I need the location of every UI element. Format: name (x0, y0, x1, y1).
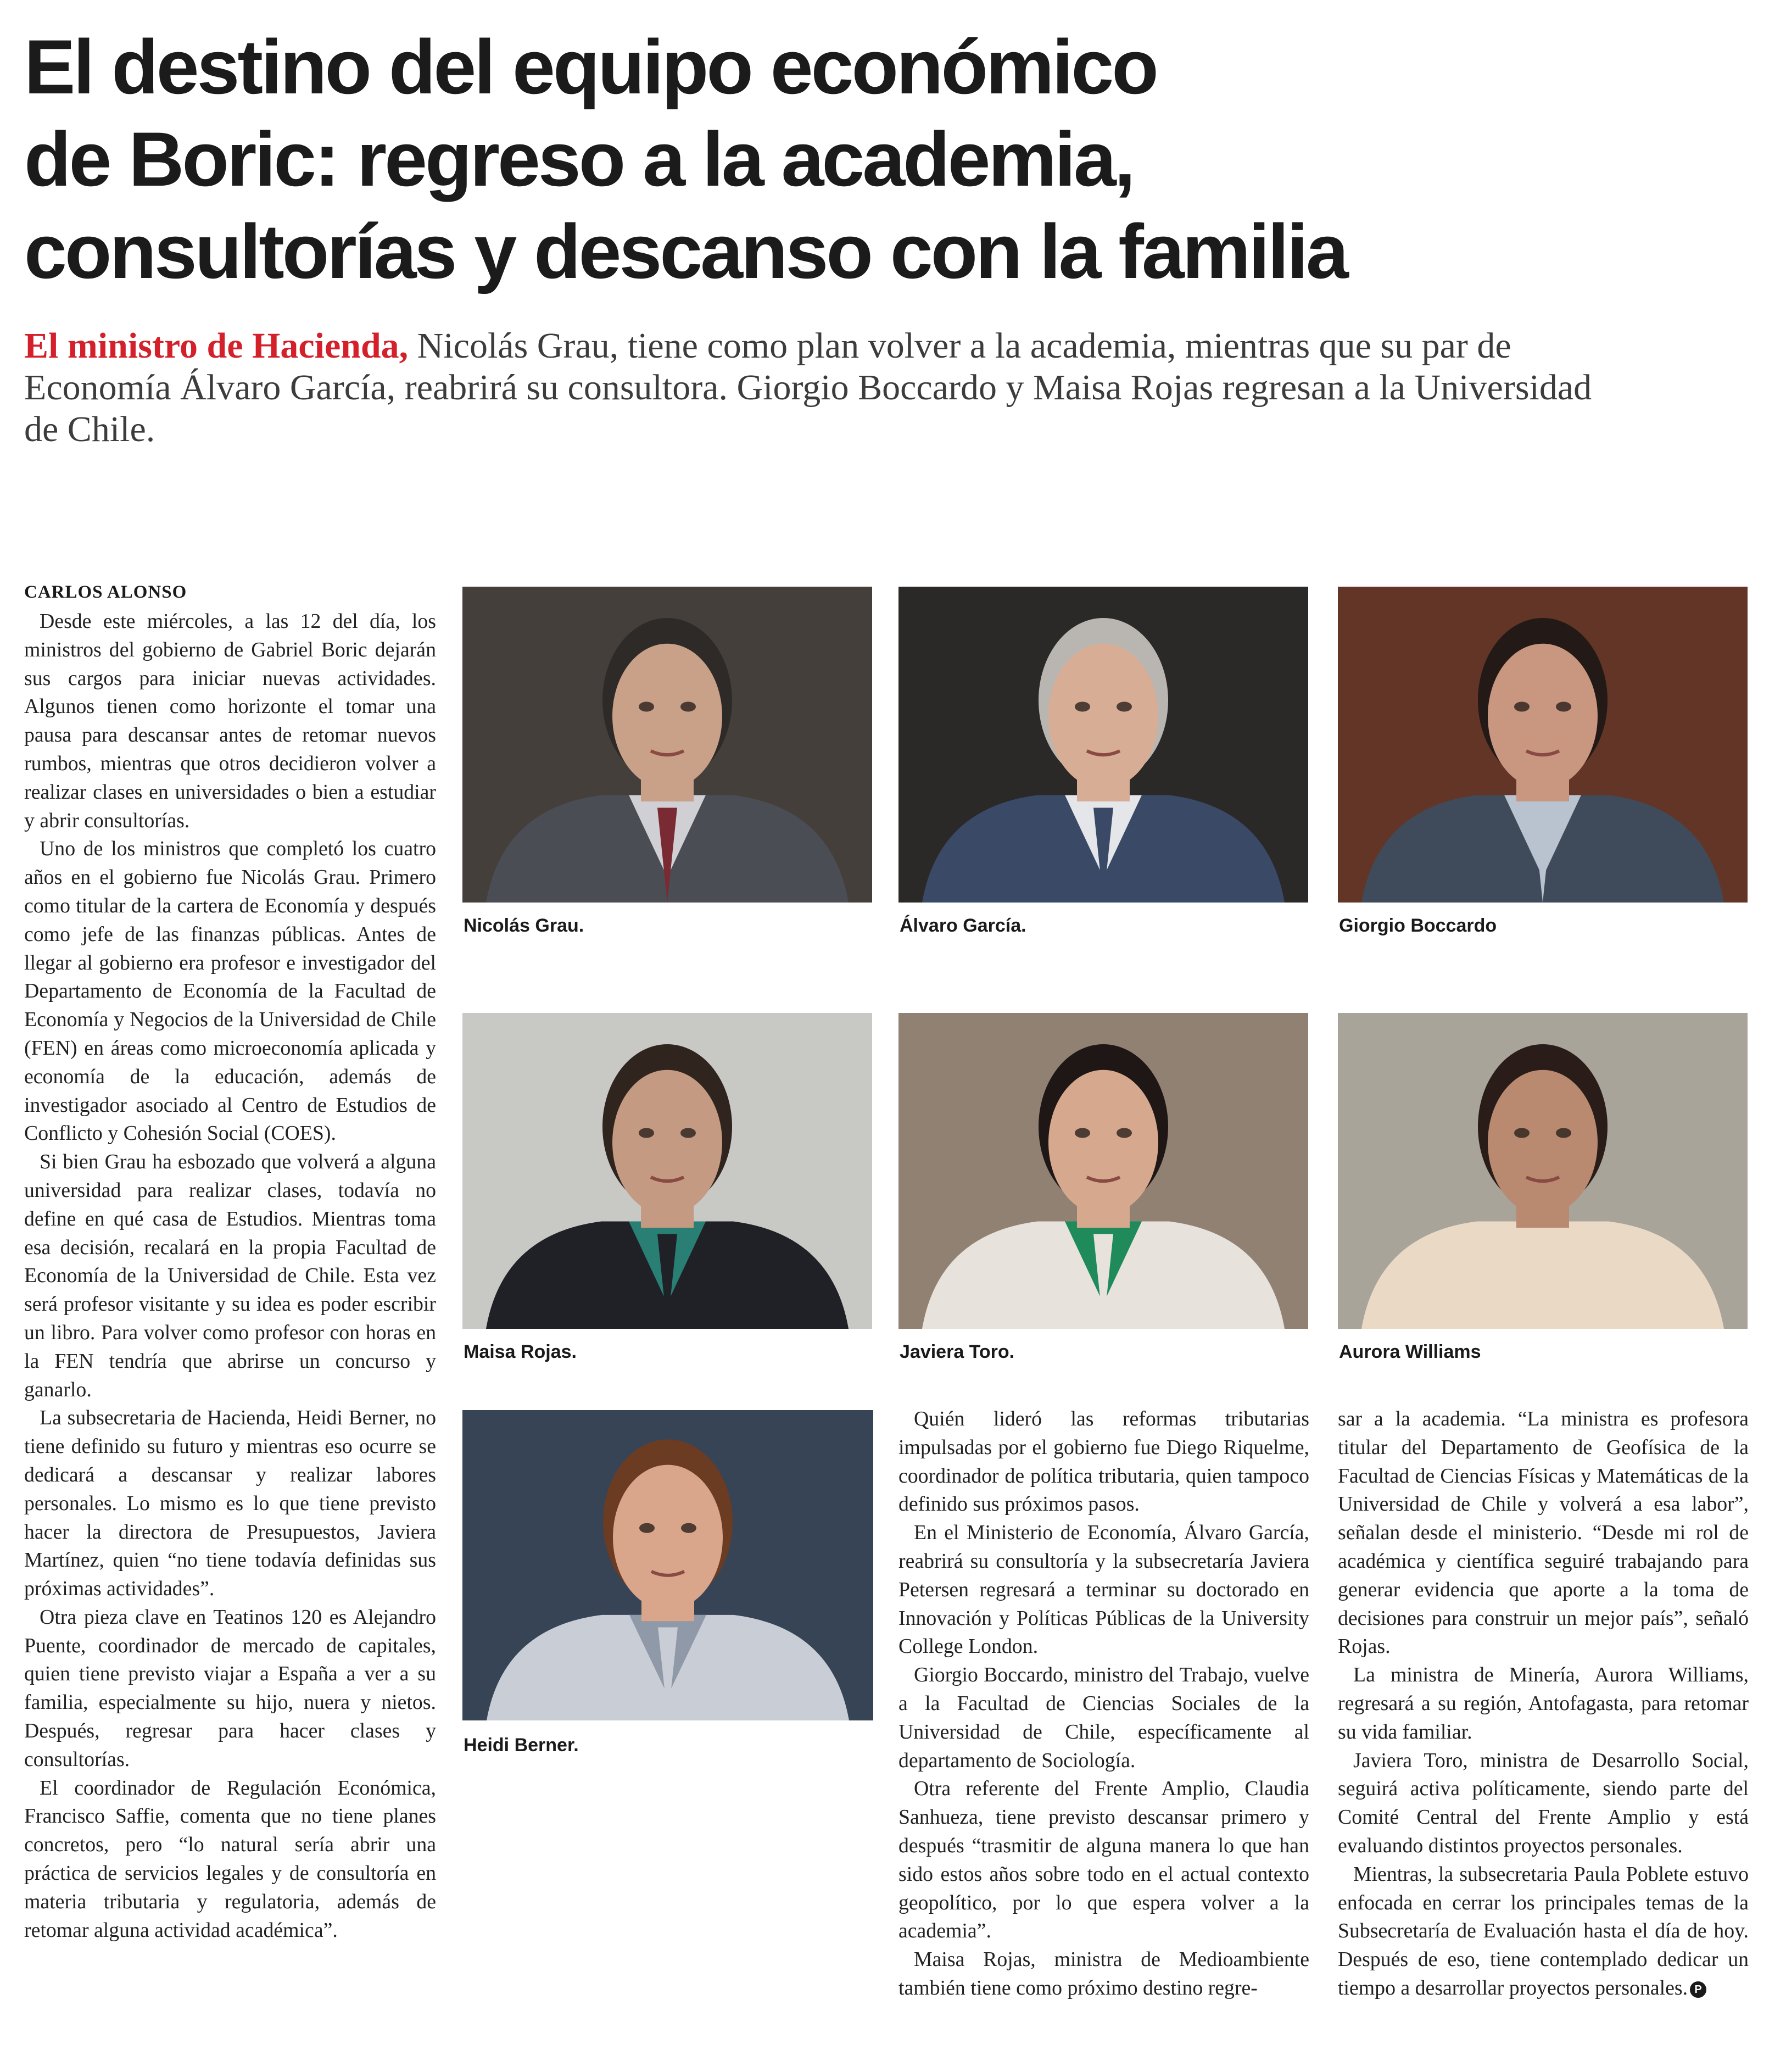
caption-alvaro-garcia: Álvaro García. (900, 915, 1026, 936)
caption-heidi-berner: Heidi Berner. (464, 1735, 579, 1756)
body-column-3 (1338, 1405, 1749, 2003)
end-mark-icon: P (1690, 1981, 1706, 1998)
paragraph: Maisa Rojas, ministra de Medioambiente también tiene como próximo destino regre- (898, 1948, 1309, 1999)
paragraph: Desde este miércoles, a las 12 del día, los ministros del gobierno de Gabriel Boric dejarán sus cargos para iniciar nuevas actividades. Algunos tienen como horizonte el tomar una pausa para descansar antes de retomar nuevos rumbos, mientras que otros decidieron volver a realizar clases en universidades o bien a estudiar y abrir consultorías. (24, 610, 436, 832)
lead-text: Nicolás Grau, tiene como plan volver a la academia, mientras que su par de Economía Álvaro García, reabrirá su consultora. Giorgio Boccardo y Maisa Rojas regresan a la Universidad de Chile. (24, 326, 1592, 449)
body-column-2 (898, 1405, 1309, 2003)
paragraph (1338, 1861, 1749, 2003)
paragraph: La ministra de Minería, Aurora Williams, regresará a su región, Antofagasta, para retomar su vida familiar. (1338, 1663, 1749, 1744)
paragraph: En el Ministerio de Economía, Álvaro García, reabrirá su consultoría y la subsecretaría Javiera Petersen regresará a terminar su doctorado en Innovación y Políticas Públicas de la University College London. (898, 1521, 1309, 1658)
photo-heidi-berner (462, 1410, 873, 1720)
photo-giorgio-boccardo (1338, 587, 1748, 903)
paragraph: Giorgio Boccardo, ministro del Trabajo, vuelve a la Facultad de Ciencias Sociales de la Universidad de Chile, específicamente al departamento de Sociología. (898, 1663, 1309, 1772)
paragraph: La subsecretaria de Hacienda, Heidi Berner, no tiene definido su futuro y mientras eso ocurre se dedicará a descansar y realizar labores personales. Lo mismo es lo que tiene previsto hacer la directora de Presupuestos, Javiera Martínez, quien “no tiene todavía definidas sus próximas actividades”. (24, 1406, 436, 1601)
paragraph: sar a la academia. “La ministra es profesora titular del Departamento de Geofísica de la Facultad de Ciencias Físicas y Matemáticas de la Universidad de Chile y volverá a esa labor”, señalan desde el ministerio. “Desde mi rol de académica y científica seguiré trabajando para generar evidencia que aporte a la toma de decisiones para construir un mejor país”, señaló Rojas. (1338, 1407, 1749, 1658)
photo-javiera-toro (898, 1013, 1308, 1329)
paragraph: Otra referente del Frente Amplio, Claudia Sanhueza, tiene previsto descansar primero y después “trasmitir de alguna manera lo que han sido estos años sobre todo en el actual contexto geopolítico, por lo que espera volver a la academia”. (898, 1777, 1309, 1943)
article-headline (24, 21, 1754, 298)
caption-giorgio-boccardo: Giorgio Boccardo (1339, 915, 1497, 936)
photo-maisa-rojas (462, 1013, 872, 1329)
article-lead (24, 325, 1617, 450)
photo-aurora-williams (1338, 1013, 1748, 1329)
paragraph: Si bien Grau ha esbozado que volverá a alguna universidad para realizar clases, todavía no define en qué casa de Estudios. Mientras toma esa decisión, recalará en la propia Facultad de Economía de la Universidad de Chile. Esta vez será profesor visitante y su idea es poder escribir un libro. Para volver como profesor con horas en la FEN tendría que abrirse un concurso y ganarlo. (24, 1150, 436, 1401)
photo-nicolas-grau (462, 587, 872, 903)
headline-line-3: consultorías y descanso con la familia (24, 208, 1347, 294)
photo-alvaro-garcia (898, 587, 1308, 903)
caption-aurora-williams: Aurora Williams (1339, 1341, 1481, 1362)
caption-javiera-toro: Javiera Toro. (900, 1341, 1015, 1362)
paragraph: Javiera Toro, ministra de Desarrollo Social, seguirá activa políticamente, siendo parte del Comité Central del Frente Amplio y está evaluando distintos proyectos personales. (1338, 1748, 1749, 1857)
caption-maisa-rojas: Maisa Rojas. (464, 1341, 577, 1362)
paragraph: Uno de los ministros que completó los cuatro años en el gobierno fue Nicolás Grau. Primero como titular de la cartera de Economía y después como jefe de las finanzas públicas. Antes de llegar al gobierno era profesor e investigador del Departamento de Economía de la Facultad de Economía y Negocios de la Universidad de Chile (FEN) en áreas como microeconomía aplicada y economía de la educación, además de investigador asociado al Centro de Estudios de Conflicto y Cohesión Social (COES). (24, 837, 436, 1145)
lead-highlight: El ministro de Hacienda, (24, 326, 409, 366)
body-column-1 (24, 608, 436, 1945)
headline-line-1: El destino del equipo económico (24, 24, 1157, 110)
headline-line-2: de Boric: regreso a la academia, (24, 116, 1134, 202)
byline: CARLOS ALONSO (24, 582, 187, 602)
paragraph: Otra pieza clave en Teatinos 120 es Alejandro Puente, coordinador de mercado de capitales, quien tiene previsto viajar a España a ver a su familia, especialmente su hijo, nuera y nietos. Después, regresar para hacer clases y consultorías. (24, 1605, 436, 1771)
paragraph: El coordinador de Regulación Económica, Francisco Saffie, comenta que no tiene planes concretos, pero “lo natural sería abrir una práctica de servicios legales y de consultoría en materia tributaria y regulatoria, además de retomar alguna actividad académica”. (24, 1776, 436, 1942)
caption-nicolas-grau: Nicolás Grau. (464, 915, 584, 936)
paragraph-text: Mientras, la subsecretaria Paula Poblete estuvo enfocada en cerrar los principales temas de la Subsecretaría de Evaluación hasta el día de hoy. Después de eso, tiene contemplado dedicar un tiempo a desarrollar proyectos personales. (1338, 1862, 1749, 1999)
paragraph: Quién lideró las reformas tributarias impulsadas por el gobierno fue Diego Riquelme, coordinador de política tributaria, quien tampoco definido sus próximos pasos. (898, 1407, 1309, 1516)
